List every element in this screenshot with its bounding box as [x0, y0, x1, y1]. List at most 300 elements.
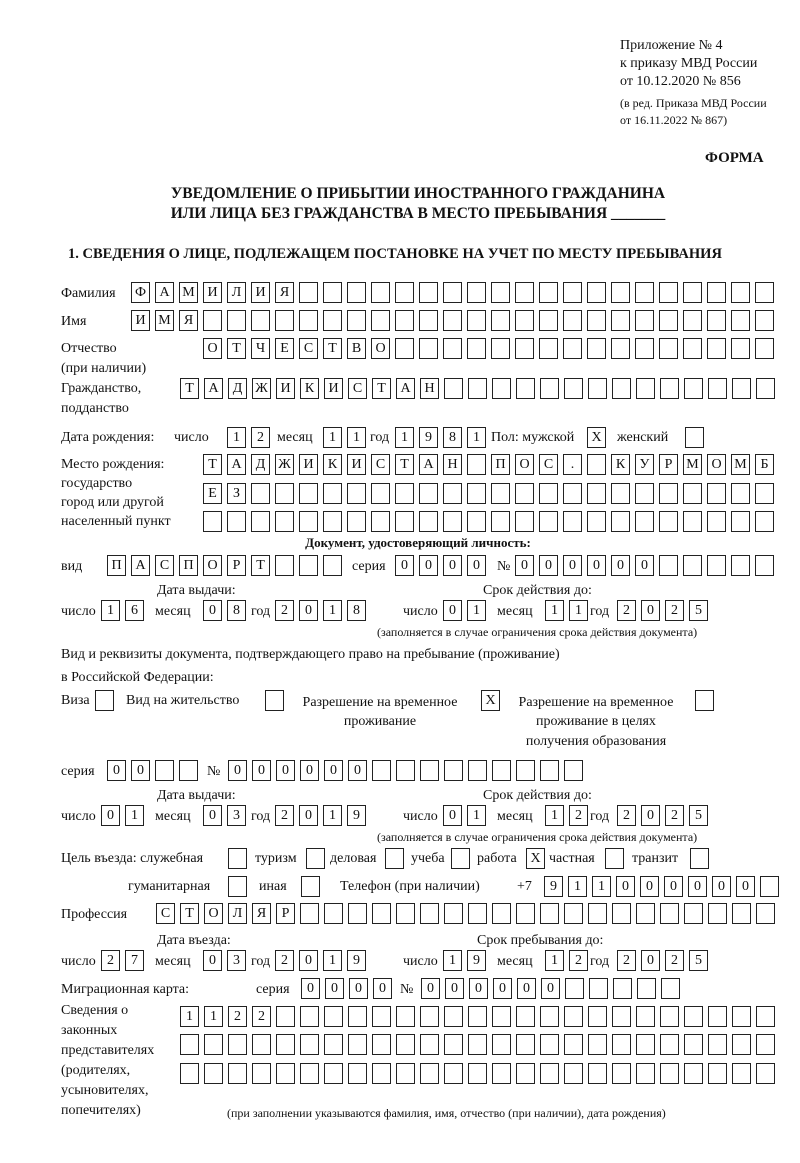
- char-box[interactable]: [347, 310, 366, 331]
- char-box[interactable]: О: [707, 454, 726, 475]
- char-box[interactable]: [707, 282, 726, 303]
- char-box[interactable]: Т: [395, 454, 414, 475]
- char-box[interactable]: Л: [228, 903, 247, 924]
- char-box[interactable]: [605, 848, 624, 869]
- char-box[interactable]: 8: [227, 600, 246, 621]
- char-box[interactable]: [755, 511, 774, 532]
- char-box[interactable]: [443, 310, 462, 331]
- char-box[interactable]: [515, 310, 534, 331]
- char-box[interactable]: Р: [659, 454, 678, 475]
- char-box[interactable]: [396, 760, 415, 781]
- char-box[interactable]: С: [299, 338, 318, 359]
- char-box[interactable]: [491, 282, 510, 303]
- char-box[interactable]: 0: [712, 876, 731, 897]
- char-box[interactable]: 2: [101, 950, 120, 971]
- char-box[interactable]: [347, 282, 366, 303]
- char-box[interactable]: Б: [755, 454, 774, 475]
- char-box[interactable]: 2: [665, 950, 684, 971]
- char-box[interactable]: [385, 848, 404, 869]
- char-box[interactable]: 1: [545, 805, 564, 826]
- char-box[interactable]: Т: [227, 338, 246, 359]
- char-box[interactable]: [690, 848, 709, 869]
- char-box[interactable]: X: [587, 427, 606, 448]
- char-box[interactable]: 0: [664, 876, 683, 897]
- char-box[interactable]: Л: [227, 282, 246, 303]
- char-box[interactable]: И: [347, 454, 366, 475]
- char-box[interactable]: К: [300, 378, 319, 399]
- char-box[interactable]: 0: [299, 950, 318, 971]
- char-box[interactable]: [251, 310, 270, 331]
- char-box[interactable]: [228, 1034, 247, 1055]
- char-box[interactable]: 0: [539, 555, 558, 576]
- char-box[interactable]: [251, 483, 270, 504]
- char-box[interactable]: [395, 483, 414, 504]
- char-box[interactable]: 2: [252, 1006, 271, 1027]
- char-box[interactable]: [731, 310, 750, 331]
- char-box[interactable]: [732, 1034, 751, 1055]
- char-box[interactable]: [683, 511, 702, 532]
- char-box[interactable]: 1: [323, 950, 342, 971]
- char-box[interactable]: 8: [443, 427, 462, 448]
- char-box[interactable]: О: [203, 338, 222, 359]
- char-box[interactable]: 0: [101, 805, 120, 826]
- char-box[interactable]: [515, 282, 534, 303]
- char-box[interactable]: 2: [275, 600, 294, 621]
- char-box[interactable]: 1: [592, 876, 611, 897]
- char-box[interactable]: [684, 378, 703, 399]
- char-box[interactable]: [420, 1063, 439, 1084]
- char-box[interactable]: И: [251, 282, 270, 303]
- char-box[interactable]: 9: [419, 427, 438, 448]
- char-box[interactable]: [467, 483, 486, 504]
- char-box[interactable]: 9: [347, 950, 366, 971]
- char-box[interactable]: 1: [323, 427, 342, 448]
- char-box[interactable]: [299, 282, 318, 303]
- char-box[interactable]: [396, 903, 415, 924]
- char-box[interactable]: Я: [179, 310, 198, 331]
- char-box[interactable]: [323, 555, 342, 576]
- char-box[interactable]: [612, 1063, 631, 1084]
- char-box[interactable]: [228, 848, 247, 869]
- char-box[interactable]: 0: [445, 978, 464, 999]
- char-box[interactable]: [760, 876, 779, 897]
- char-box[interactable]: Р: [276, 903, 295, 924]
- char-box[interactable]: [347, 483, 366, 504]
- char-box[interactable]: [491, 511, 510, 532]
- char-box[interactable]: Т: [180, 378, 199, 399]
- char-box[interactable]: 2: [251, 427, 270, 448]
- char-box[interactable]: 0: [107, 760, 126, 781]
- char-box[interactable]: [563, 483, 582, 504]
- char-box[interactable]: [203, 511, 222, 532]
- char-box[interactable]: С: [156, 903, 175, 924]
- char-box[interactable]: [565, 978, 584, 999]
- char-box[interactable]: [659, 483, 678, 504]
- char-box[interactable]: [612, 903, 631, 924]
- char-box[interactable]: 1: [467, 427, 486, 448]
- char-box[interactable]: [695, 690, 714, 711]
- char-box[interactable]: [371, 282, 390, 303]
- char-box[interactable]: [684, 903, 703, 924]
- char-box[interactable]: [588, 1006, 607, 1027]
- char-box[interactable]: [443, 338, 462, 359]
- char-box[interactable]: [275, 511, 294, 532]
- char-box[interactable]: О: [204, 903, 223, 924]
- char-box[interactable]: [516, 760, 535, 781]
- char-box[interactable]: 0: [635, 555, 654, 576]
- char-box[interactable]: [756, 1034, 775, 1055]
- char-box[interactable]: 0: [349, 978, 368, 999]
- char-box[interactable]: 0: [203, 950, 222, 971]
- char-box[interactable]: С: [348, 378, 367, 399]
- char-box[interactable]: [731, 282, 750, 303]
- char-box[interactable]: Н: [443, 454, 462, 475]
- char-box[interactable]: [419, 282, 438, 303]
- char-box[interactable]: [636, 1063, 655, 1084]
- char-box[interactable]: [684, 1034, 703, 1055]
- char-box[interactable]: [539, 282, 558, 303]
- char-box[interactable]: Ч: [251, 338, 270, 359]
- char-box[interactable]: [372, 1006, 391, 1027]
- char-box[interactable]: [635, 483, 654, 504]
- char-box[interactable]: [180, 1063, 199, 1084]
- char-box[interactable]: [731, 483, 750, 504]
- char-box[interactable]: 0: [640, 876, 659, 897]
- char-box[interactable]: [659, 511, 678, 532]
- char-box[interactable]: К: [323, 454, 342, 475]
- char-box[interactable]: 2: [569, 950, 588, 971]
- char-box[interactable]: [372, 760, 391, 781]
- char-box[interactable]: [683, 310, 702, 331]
- char-box[interactable]: [444, 378, 463, 399]
- char-box[interactable]: [275, 555, 294, 576]
- char-box[interactable]: [276, 1006, 295, 1027]
- char-box[interactable]: [539, 483, 558, 504]
- char-box[interactable]: [756, 1063, 775, 1084]
- char-box[interactable]: [420, 903, 439, 924]
- char-box[interactable]: [300, 1063, 319, 1084]
- char-box[interactable]: [707, 338, 726, 359]
- char-box[interactable]: 0: [611, 555, 630, 576]
- char-box[interactable]: [451, 848, 470, 869]
- char-box[interactable]: Т: [180, 903, 199, 924]
- char-box[interactable]: [420, 760, 439, 781]
- char-box[interactable]: 7: [125, 950, 144, 971]
- char-box[interactable]: [468, 378, 487, 399]
- char-box[interactable]: З: [227, 483, 246, 504]
- char-box[interactable]: 0: [348, 760, 367, 781]
- char-box[interactable]: [564, 378, 583, 399]
- char-box[interactable]: [299, 483, 318, 504]
- char-box[interactable]: [179, 760, 198, 781]
- char-box[interactable]: 0: [616, 876, 635, 897]
- char-box[interactable]: О: [515, 454, 534, 475]
- char-box[interactable]: [611, 310, 630, 331]
- char-box[interactable]: [443, 282, 462, 303]
- char-box[interactable]: 0: [373, 978, 392, 999]
- char-box[interactable]: [756, 903, 775, 924]
- char-box[interactable]: [228, 876, 247, 897]
- char-box[interactable]: [419, 310, 438, 331]
- char-box[interactable]: [683, 338, 702, 359]
- char-box[interactable]: [444, 903, 463, 924]
- char-box[interactable]: [396, 1063, 415, 1084]
- char-box[interactable]: [756, 378, 775, 399]
- char-box[interactable]: [371, 310, 390, 331]
- char-box[interactable]: [323, 511, 342, 532]
- char-box[interactable]: [540, 760, 559, 781]
- char-box[interactable]: [564, 1063, 583, 1084]
- char-box[interactable]: [613, 978, 632, 999]
- char-box[interactable]: [300, 1034, 319, 1055]
- char-box[interactable]: [251, 511, 270, 532]
- char-box[interactable]: Ф: [131, 282, 150, 303]
- char-box[interactable]: [420, 1034, 439, 1055]
- char-box[interactable]: [323, 310, 342, 331]
- char-box[interactable]: 2: [617, 805, 636, 826]
- char-box[interactable]: 0: [395, 555, 414, 576]
- char-box[interactable]: 1: [467, 600, 486, 621]
- char-box[interactable]: М: [683, 454, 702, 475]
- char-box[interactable]: [563, 338, 582, 359]
- char-box[interactable]: О: [203, 555, 222, 576]
- char-box[interactable]: П: [491, 454, 510, 475]
- char-box[interactable]: Т: [251, 555, 270, 576]
- char-box[interactable]: [635, 511, 654, 532]
- char-box[interactable]: [588, 1034, 607, 1055]
- char-box[interactable]: [467, 338, 486, 359]
- char-box[interactable]: X: [526, 848, 545, 869]
- char-box[interactable]: [492, 903, 511, 924]
- char-box[interactable]: [444, 1034, 463, 1055]
- char-box[interactable]: [516, 1034, 535, 1055]
- char-box[interactable]: [323, 282, 342, 303]
- char-box[interactable]: [612, 1034, 631, 1055]
- char-box[interactable]: [661, 978, 680, 999]
- char-box[interactable]: 1: [347, 427, 366, 448]
- char-box[interactable]: [540, 1034, 559, 1055]
- char-box[interactable]: [467, 310, 486, 331]
- char-box[interactable]: [587, 282, 606, 303]
- char-box[interactable]: [468, 1063, 487, 1084]
- char-box[interactable]: [732, 1006, 751, 1027]
- char-box[interactable]: [252, 1063, 271, 1084]
- char-box[interactable]: [612, 378, 631, 399]
- char-box[interactable]: И: [299, 454, 318, 475]
- char-box[interactable]: [635, 282, 654, 303]
- char-box[interactable]: [587, 454, 606, 475]
- char-box[interactable]: [540, 1006, 559, 1027]
- char-box[interactable]: [371, 511, 390, 532]
- char-box[interactable]: У: [635, 454, 654, 475]
- char-box[interactable]: Е: [203, 483, 222, 504]
- char-box[interactable]: А: [419, 454, 438, 475]
- char-box[interactable]: [611, 338, 630, 359]
- char-box[interactable]: 0: [300, 760, 319, 781]
- char-box[interactable]: С: [539, 454, 558, 475]
- char-box[interactable]: [660, 1006, 679, 1027]
- char-box[interactable]: [395, 282, 414, 303]
- char-box[interactable]: 1: [569, 600, 588, 621]
- char-box[interactable]: [306, 848, 325, 869]
- char-box[interactable]: 1: [323, 805, 342, 826]
- char-box[interactable]: Д: [228, 378, 247, 399]
- char-box[interactable]: К: [611, 454, 630, 475]
- char-box[interactable]: А: [131, 555, 150, 576]
- char-box[interactable]: [443, 483, 462, 504]
- char-box[interactable]: [683, 555, 702, 576]
- char-box[interactable]: И: [131, 310, 150, 331]
- char-box[interactable]: И: [276, 378, 295, 399]
- char-box[interactable]: Н: [420, 378, 439, 399]
- char-box[interactable]: [636, 378, 655, 399]
- char-box[interactable]: [636, 1006, 655, 1027]
- char-box[interactable]: 1: [568, 876, 587, 897]
- char-box[interactable]: [755, 338, 774, 359]
- char-box[interactable]: 1: [204, 1006, 223, 1027]
- char-box[interactable]: 0: [419, 555, 438, 576]
- char-box[interactable]: [588, 378, 607, 399]
- char-box[interactable]: М: [155, 310, 174, 331]
- char-box[interactable]: [467, 282, 486, 303]
- char-box[interactable]: [444, 760, 463, 781]
- char-box[interactable]: Ж: [275, 454, 294, 475]
- char-box[interactable]: 1: [323, 600, 342, 621]
- char-box[interactable]: Ж: [252, 378, 271, 399]
- char-box[interactable]: 5: [689, 600, 708, 621]
- char-box[interactable]: [731, 511, 750, 532]
- char-box[interactable]: [563, 310, 582, 331]
- char-box[interactable]: [588, 903, 607, 924]
- char-box[interactable]: [227, 511, 246, 532]
- char-box[interactable]: М: [179, 282, 198, 303]
- char-box[interactable]: 0: [587, 555, 606, 576]
- char-box[interactable]: [636, 1034, 655, 1055]
- char-box[interactable]: И: [324, 378, 343, 399]
- char-box[interactable]: [228, 1063, 247, 1084]
- char-box[interactable]: [708, 1006, 727, 1027]
- char-box[interactable]: 9: [544, 876, 563, 897]
- char-box[interactable]: [372, 1063, 391, 1084]
- char-box[interactable]: [587, 511, 606, 532]
- char-box[interactable]: [563, 511, 582, 532]
- char-box[interactable]: 0: [131, 760, 150, 781]
- char-box[interactable]: В: [347, 338, 366, 359]
- char-box[interactable]: [731, 555, 750, 576]
- char-box[interactable]: [419, 483, 438, 504]
- char-box[interactable]: 1: [227, 427, 246, 448]
- char-box[interactable]: [660, 378, 679, 399]
- char-box[interactable]: [659, 555, 678, 576]
- char-box[interactable]: 0: [541, 978, 560, 999]
- char-box[interactable]: [683, 483, 702, 504]
- char-box[interactable]: [708, 1034, 727, 1055]
- char-box[interactable]: 5: [689, 950, 708, 971]
- char-box[interactable]: [265, 690, 284, 711]
- char-box[interactable]: [685, 427, 704, 448]
- char-box[interactable]: [540, 1063, 559, 1084]
- char-box[interactable]: [587, 483, 606, 504]
- char-box[interactable]: [587, 310, 606, 331]
- char-box[interactable]: [707, 483, 726, 504]
- char-box[interactable]: [756, 1006, 775, 1027]
- char-box[interactable]: [732, 378, 751, 399]
- char-box[interactable]: [276, 1063, 295, 1084]
- char-box[interactable]: 2: [275, 805, 294, 826]
- char-box[interactable]: 3: [227, 805, 246, 826]
- char-box[interactable]: [540, 903, 559, 924]
- char-box[interactable]: Я: [275, 282, 294, 303]
- char-box[interactable]: [395, 511, 414, 532]
- char-box[interactable]: [419, 338, 438, 359]
- char-box[interactable]: [731, 338, 750, 359]
- char-box[interactable]: [348, 1063, 367, 1084]
- char-box[interactable]: [516, 1063, 535, 1084]
- char-box[interactable]: 1: [443, 950, 462, 971]
- char-box[interactable]: [611, 282, 630, 303]
- char-box[interactable]: [515, 338, 534, 359]
- char-box[interactable]: 3: [227, 950, 246, 971]
- char-box[interactable]: [227, 310, 246, 331]
- char-box[interactable]: [539, 310, 558, 331]
- char-box[interactable]: А: [227, 454, 246, 475]
- char-box[interactable]: [515, 483, 534, 504]
- char-box[interactable]: [563, 282, 582, 303]
- char-box[interactable]: [492, 1063, 511, 1084]
- char-box[interactable]: [467, 511, 486, 532]
- char-box[interactable]: 2: [617, 600, 636, 621]
- char-box[interactable]: [324, 1006, 343, 1027]
- char-box[interactable]: 0: [517, 978, 536, 999]
- char-box[interactable]: 0: [641, 950, 660, 971]
- char-box[interactable]: 9: [467, 950, 486, 971]
- char-box[interactable]: [275, 310, 294, 331]
- char-box[interactable]: 0: [324, 760, 343, 781]
- char-box[interactable]: 0: [688, 876, 707, 897]
- char-box[interactable]: [204, 1063, 223, 1084]
- char-box[interactable]: [755, 555, 774, 576]
- char-box[interactable]: О: [371, 338, 390, 359]
- char-box[interactable]: [419, 511, 438, 532]
- char-box[interactable]: [755, 282, 774, 303]
- char-box[interactable]: [348, 1006, 367, 1027]
- char-box[interactable]: [468, 760, 487, 781]
- char-box[interactable]: [395, 310, 414, 331]
- char-box[interactable]: [323, 483, 342, 504]
- char-box[interactable]: [732, 1063, 751, 1084]
- char-box[interactable]: 0: [325, 978, 344, 999]
- char-box[interactable]: [611, 511, 630, 532]
- char-box[interactable]: М: [731, 454, 750, 475]
- char-box[interactable]: 0: [515, 555, 534, 576]
- char-box[interactable]: 0: [443, 600, 462, 621]
- char-box[interactable]: [372, 1034, 391, 1055]
- char-box[interactable]: [324, 1063, 343, 1084]
- char-box[interactable]: [516, 1006, 535, 1027]
- char-box[interactable]: [468, 1006, 487, 1027]
- char-box[interactable]: [635, 338, 654, 359]
- char-box[interactable]: Р: [227, 555, 246, 576]
- char-box[interactable]: 2: [665, 600, 684, 621]
- char-box[interactable]: [299, 511, 318, 532]
- char-box[interactable]: 2: [275, 950, 294, 971]
- char-box[interactable]: [539, 511, 558, 532]
- char-box[interactable]: 6: [125, 600, 144, 621]
- char-box[interactable]: С: [155, 555, 174, 576]
- char-box[interactable]: [301, 876, 320, 897]
- char-box[interactable]: [491, 483, 510, 504]
- char-box[interactable]: А: [396, 378, 415, 399]
